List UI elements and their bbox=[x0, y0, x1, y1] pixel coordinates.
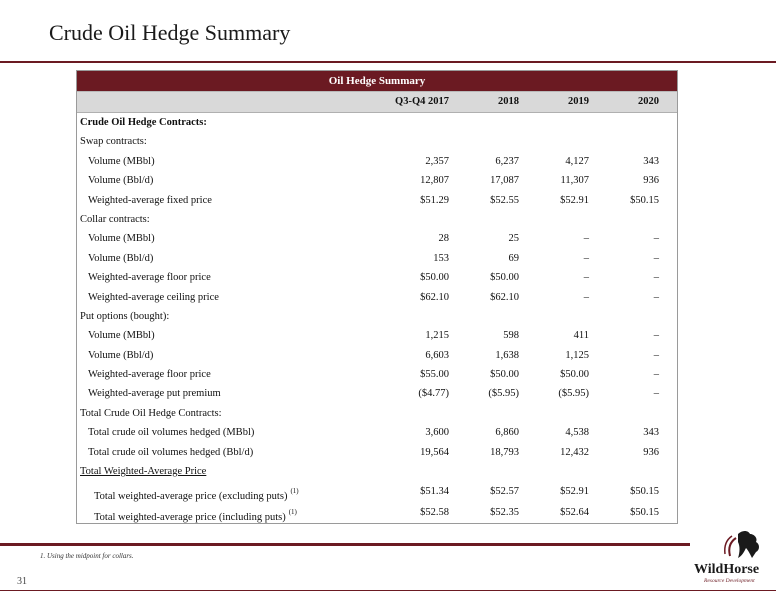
footnote: 1. Using the midpoint for collars. bbox=[40, 552, 134, 560]
row-label bbox=[77, 210, 377, 229]
table-cell: $52.58 bbox=[420, 507, 449, 519]
table-cell: 1,125 bbox=[565, 349, 589, 361]
logo-wordmark: WildHorse bbox=[694, 562, 760, 577]
row-label-text: Total Crude Oil Hedge Contracts: bbox=[80, 407, 222, 419]
table-row bbox=[77, 404, 677, 423]
table-cell: – bbox=[653, 388, 659, 400]
row-label-text: Volume (MBbl) bbox=[88, 330, 155, 342]
table-row bbox=[77, 210, 677, 229]
bottom-rule bbox=[0, 590, 776, 591]
row-label bbox=[77, 443, 377, 462]
table-cell: – bbox=[653, 349, 659, 361]
row-label-text: Weighted-average fixed price bbox=[88, 194, 212, 206]
footnote-marker: (1) bbox=[288, 508, 297, 517]
row-label-text: Put options (bought): bbox=[80, 310, 170, 322]
table-cell: $62.10 bbox=[490, 291, 519, 303]
row-label-text: Weighted-average put premium bbox=[88, 388, 221, 400]
table-cell: – bbox=[583, 252, 589, 264]
row-label-text: Weighted-average floor price bbox=[88, 272, 211, 284]
table-row bbox=[77, 268, 677, 287]
table-cell: 343 bbox=[643, 427, 659, 439]
table-cell bbox=[589, 210, 659, 229]
table-cell bbox=[519, 210, 589, 229]
column-header: 2018 bbox=[498, 96, 519, 107]
table-cell bbox=[377, 404, 449, 423]
table-cell bbox=[377, 113, 449, 132]
table-cell: $52.55 bbox=[490, 194, 519, 206]
row-label-text: Total crude oil volumes hedged (MBbl) bbox=[88, 427, 255, 439]
row-label-text: Volume (Bbl/d) bbox=[88, 252, 154, 264]
table-row bbox=[77, 326, 677, 345]
title-divider bbox=[0, 61, 776, 63]
table-cell: 598 bbox=[503, 330, 519, 342]
table-cell bbox=[519, 462, 589, 481]
page-title: Crude Oil Hedge Summary bbox=[49, 20, 291, 45]
column-header-row bbox=[77, 92, 677, 113]
table-cell: 4,538 bbox=[565, 427, 589, 439]
table-row bbox=[77, 462, 677, 481]
table-cell: $50.15 bbox=[630, 486, 659, 498]
table-cell: 2,357 bbox=[425, 155, 449, 167]
row-label-text: Total crude oil volumes hedged (Bbl/d) bbox=[88, 446, 254, 458]
table-row bbox=[77, 288, 677, 307]
row-label bbox=[77, 502, 377, 523]
column-header: 2019 bbox=[568, 96, 589, 107]
table-cell: – bbox=[583, 272, 589, 284]
table-cell: ($5.95) bbox=[558, 388, 589, 400]
table-cell bbox=[519, 404, 589, 423]
row-label-text: Total weighted-average price (including puts) bbox=[94, 512, 286, 524]
row-label-text: Volume (Bbl/d) bbox=[88, 175, 154, 187]
row-label-text: Volume (MBbl) bbox=[88, 155, 155, 167]
table-cell bbox=[589, 404, 659, 423]
table-cell bbox=[449, 113, 519, 132]
table-cell: 28 bbox=[438, 233, 449, 245]
row-label-text: Swap contracts: bbox=[80, 136, 147, 148]
table-cell: 343 bbox=[643, 155, 659, 167]
table-cell bbox=[519, 307, 589, 326]
table-cell: 411 bbox=[573, 330, 589, 342]
table-cell: 153 bbox=[433, 252, 449, 264]
table-cell bbox=[377, 210, 449, 229]
row-label bbox=[77, 404, 377, 423]
row-label-text: Total weighted-average price (excluding puts) bbox=[94, 491, 288, 503]
table-cell: 1,638 bbox=[495, 349, 519, 361]
row-label-text: Volume (MBbl) bbox=[88, 233, 155, 245]
table-row bbox=[77, 443, 677, 462]
table-row bbox=[77, 365, 677, 384]
table-row bbox=[77, 249, 677, 268]
table-cell: – bbox=[653, 369, 659, 381]
table-cell: 18,793 bbox=[490, 446, 519, 458]
table-cell: $52.64 bbox=[560, 507, 589, 519]
table-cell: $51.34 bbox=[420, 486, 449, 498]
table-cell bbox=[589, 462, 659, 481]
table-cell: $50.00 bbox=[490, 272, 519, 284]
table-cell: $55.00 bbox=[420, 369, 449, 381]
table-cell: 4,127 bbox=[565, 155, 589, 167]
column-header-spacer bbox=[77, 92, 377, 112]
row-label bbox=[77, 384, 377, 403]
row-label-text: Weighted-average floor price bbox=[88, 369, 211, 381]
row-label bbox=[77, 229, 377, 248]
row-label bbox=[77, 249, 377, 268]
table-cell: 25 bbox=[508, 233, 519, 245]
column-header: 2020 bbox=[638, 96, 659, 107]
table-cell: $52.35 bbox=[490, 507, 519, 519]
table-cell: $50.00 bbox=[420, 272, 449, 284]
table-cell: 1,215 bbox=[425, 330, 449, 342]
row-label bbox=[77, 462, 377, 481]
table-row bbox=[77, 171, 677, 190]
row-label-text: Collar contracts: bbox=[80, 213, 150, 225]
row-label bbox=[77, 481, 377, 502]
table-cell bbox=[519, 113, 589, 132]
table-cell: $52.91 bbox=[560, 194, 589, 206]
table-cell: ($5.95) bbox=[488, 388, 519, 400]
table-cell bbox=[377, 462, 449, 481]
table-cell bbox=[589, 113, 659, 132]
table-cell: – bbox=[653, 252, 659, 264]
row-label bbox=[77, 132, 377, 151]
table-cell: 17,087 bbox=[490, 175, 519, 187]
logo-tagline: Resource Development bbox=[704, 578, 755, 584]
table-row bbox=[77, 423, 677, 442]
table-cell bbox=[589, 307, 659, 326]
table-cell: 6,860 bbox=[495, 427, 519, 439]
table-cell: $51.29 bbox=[420, 194, 449, 206]
table-cell bbox=[449, 210, 519, 229]
table-row bbox=[77, 113, 677, 132]
row-label bbox=[77, 365, 377, 384]
table-row bbox=[77, 229, 677, 248]
table-cell: 6,237 bbox=[495, 155, 519, 167]
table-cell: 936 bbox=[643, 175, 659, 187]
footnote-marker: (1) bbox=[290, 487, 299, 496]
page-number: 31 bbox=[17, 576, 27, 587]
table-cell: – bbox=[653, 233, 659, 245]
table-cell: – bbox=[583, 233, 589, 245]
table-cell bbox=[449, 404, 519, 423]
row-label bbox=[77, 326, 377, 345]
footer-divider bbox=[0, 543, 690, 546]
table-cell bbox=[377, 132, 449, 151]
column-header: Q3-Q4 2017 bbox=[395, 96, 449, 107]
table-cell: 12,432 bbox=[560, 446, 589, 458]
table-row bbox=[77, 481, 677, 502]
table-cell: $50.00 bbox=[490, 369, 519, 381]
table-cell bbox=[589, 132, 659, 151]
table-cell: – bbox=[583, 291, 589, 303]
row-label bbox=[77, 171, 377, 190]
row-label bbox=[77, 288, 377, 307]
table-cell: 6,603 bbox=[425, 349, 449, 361]
table-cell: 936 bbox=[643, 446, 659, 458]
row-label bbox=[77, 423, 377, 442]
table-cell bbox=[377, 307, 449, 326]
row-label-text: Crude Oil Hedge Contracts: bbox=[80, 117, 207, 128]
row-label bbox=[77, 346, 377, 365]
table-cell: – bbox=[653, 272, 659, 284]
row-label-text: Total Weighted-Average Price bbox=[80, 466, 207, 478]
table-cell: $52.57 bbox=[490, 486, 519, 498]
table-cell: 69 bbox=[508, 252, 519, 264]
row-label-text: Weighted-average ceiling price bbox=[88, 291, 219, 303]
table-cell: $50.15 bbox=[630, 194, 659, 206]
row-label-text: Volume (Bbl/d) bbox=[88, 349, 154, 361]
table-cell: 11,307 bbox=[560, 175, 589, 187]
table-cell bbox=[449, 462, 519, 481]
table-row bbox=[77, 132, 677, 151]
table-cell: $62.10 bbox=[420, 291, 449, 303]
table-row bbox=[77, 191, 677, 210]
table-cell: $52.91 bbox=[560, 486, 589, 498]
row-label bbox=[77, 268, 377, 287]
table-cell bbox=[519, 132, 589, 151]
table-cell: – bbox=[653, 330, 659, 342]
table-cell: ($4.77) bbox=[418, 388, 449, 400]
table-cell: 12,807 bbox=[420, 175, 449, 187]
table-row bbox=[77, 152, 677, 171]
table-row bbox=[77, 307, 677, 326]
table-cell: $50.15 bbox=[630, 507, 659, 519]
table-header: Oil Hedge Summary bbox=[77, 71, 677, 92]
row-label bbox=[77, 191, 377, 210]
table-cell bbox=[449, 132, 519, 151]
row-label bbox=[77, 307, 377, 326]
table-cell: – bbox=[653, 291, 659, 303]
table-row bbox=[77, 502, 677, 523]
oil-hedge-table bbox=[76, 70, 678, 524]
table-cell bbox=[449, 307, 519, 326]
table-cell: $50.00 bbox=[560, 369, 589, 381]
table-cell: 19,564 bbox=[420, 446, 449, 458]
table-row bbox=[77, 346, 677, 365]
table-row bbox=[77, 384, 677, 403]
table-cell: 3,600 bbox=[425, 427, 449, 439]
row-label bbox=[77, 113, 377, 132]
row-label bbox=[77, 152, 377, 171]
table-body bbox=[77, 113, 677, 523]
